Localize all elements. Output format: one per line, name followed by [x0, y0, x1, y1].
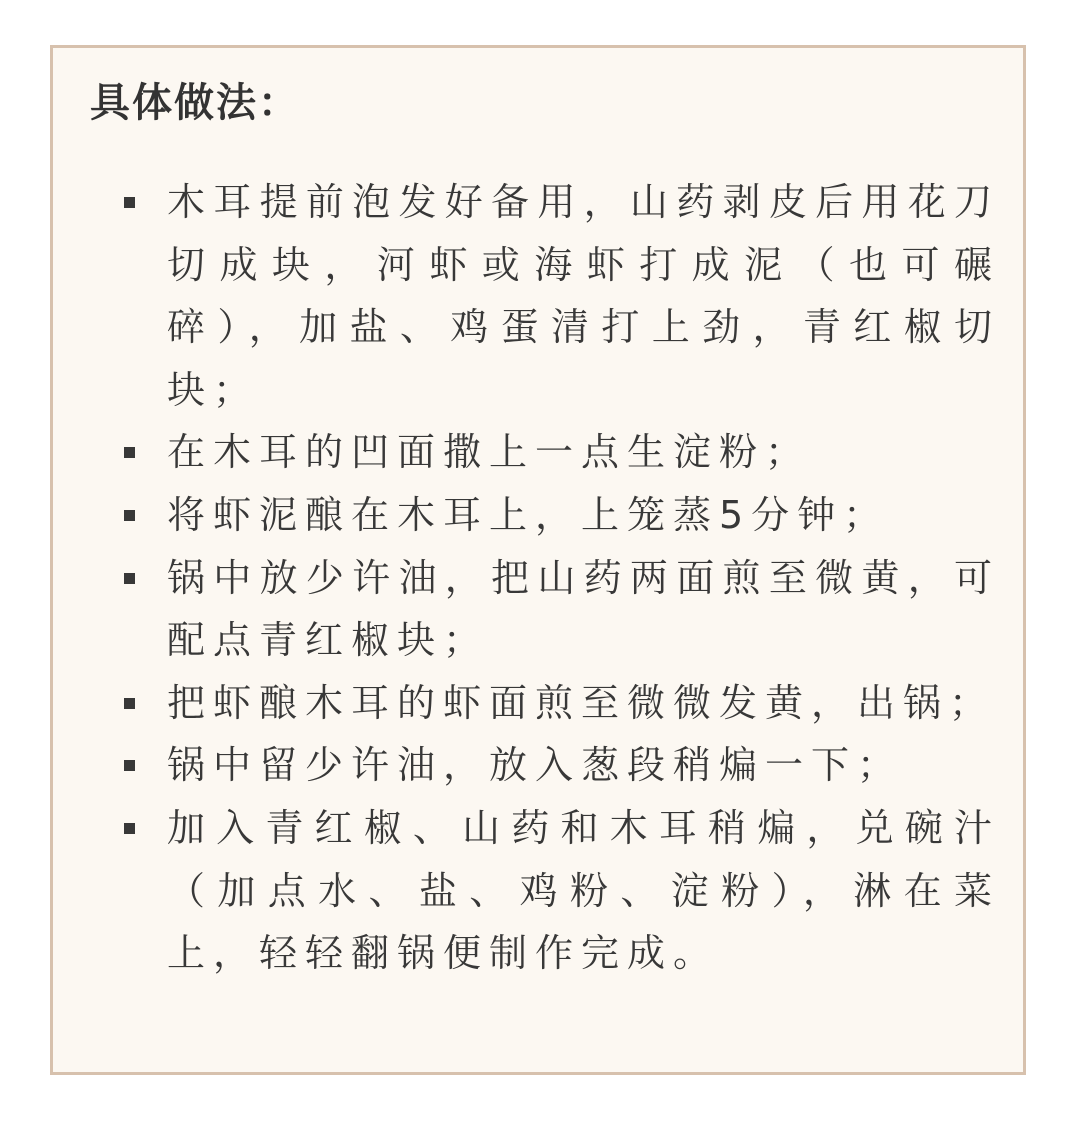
- section-heading: 具体做法：: [90, 80, 300, 126]
- steps-list: [120, 171, 1000, 985]
- square-bullet-icon: [124, 447, 135, 458]
- square-bullet-icon: [124, 760, 135, 771]
- square-bullet-icon: [124, 510, 135, 521]
- step-item: [120, 171, 1000, 421]
- step-text: 将虾泥酿在木耳上，上笼蒸5分钟；: [167, 492, 890, 537]
- step-item: [120, 734, 1000, 797]
- square-bullet-icon: [124, 823, 135, 834]
- square-bullet-icon: [124, 197, 135, 208]
- step-item: [120, 672, 1000, 735]
- step-item: [120, 484, 1000, 547]
- step-text: 在木耳的凹面撒上一点生淀粉；: [167, 430, 812, 475]
- step-text: 木耳提前泡发好备用，山药剥皮后用花刀切成块，河虾或海虾打成泥（也可碾碎），加盐、鸡蛋清打上劲，青红椒切块；: [167, 180, 1000, 412]
- square-bullet-icon: [124, 573, 135, 584]
- step-text: 加入青红椒、山药和木耳稍煸，兑碗汁（加点水、盐、鸡粉、淀粉），淋在菜上，轻轻翻锅便制作完成。: [167, 805, 1000, 976]
- step-item: [120, 797, 1000, 985]
- square-bullet-icon: [124, 698, 135, 709]
- step-text: 锅中放少许油，把山药两面煎至微黄，可配点青红椒块；: [167, 555, 1000, 663]
- step-text: 把虾酿木耳的虾面煎至微微发黄，出锅；: [167, 680, 996, 725]
- step-item: [120, 547, 1000, 672]
- step-text: 锅中留少许油，放入葱段稍煸一下；: [167, 743, 904, 788]
- step-item: [120, 421, 1000, 484]
